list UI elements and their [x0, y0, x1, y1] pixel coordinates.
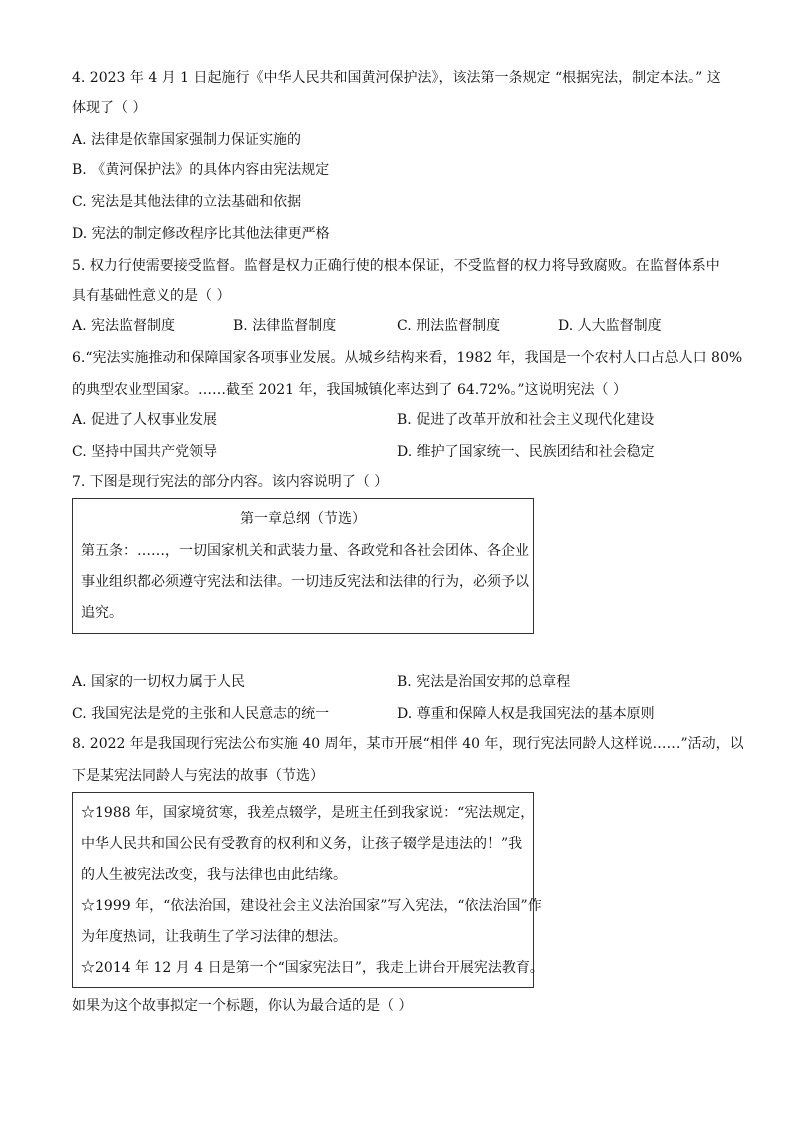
q5-option-c[interactable]: C. 刑法监督制度 — [397, 318, 501, 334]
q8-box-line: 中华人民共和国公民有受教育的权利和义务，让孩子辍学是违法的！”我 — [81, 836, 523, 852]
q4-option-b[interactable]: B. 《黄河保护法》的具体内容由宪法规定 — [72, 162, 330, 178]
q7-option-d[interactable]: D. 尊重和保障人权是我国宪法的基本原则 — [397, 706, 655, 722]
q8-box-line: ☆1999 年，“依法治国，建设社会主义法治国家”写入宪法，“依法治国”作 — [81, 898, 542, 914]
q8-question: 如果为这个故事拟定一个标题，你认为最合适的是（ ） — [72, 998, 413, 1014]
q7-option-c[interactable]: C. 我国宪法是党的主张和人民意志的统一 — [72, 706, 330, 722]
q6-option-d[interactable]: D. 维护了国家统一、民族团结和社会稳定 — [397, 444, 655, 460]
q7-option-b[interactable]: B. 宪法是治国安邦的总章程 — [397, 674, 571, 690]
q4-option-a[interactable]: A. 法律是依靠国家强制力保证实施的 — [72, 132, 302, 148]
q6-option-a[interactable]: A. 促进了人权事业发展 — [72, 412, 218, 428]
q8-stem-line2: 下是某宪法同龄人与宪法的故事（节选） — [72, 768, 324, 784]
q7-option-a[interactable]: A. 国家的一切权力属于人民 — [72, 674, 246, 690]
q6-option-b[interactable]: B. 促进了改革开放和社会主义现代化建设 — [397, 412, 655, 428]
q5-stem-line2: 具有基础性意义的是（ ） — [72, 288, 231, 304]
q7-quote-box — [72, 498, 534, 634]
q8-story-box — [72, 792, 544, 988]
q5-option-d[interactable]: D. 人大监督制度 — [558, 318, 662, 334]
q5-option-a[interactable]: A. 宪法监督制度 — [72, 318, 176, 334]
q8-box-line: 为年度热词，让我萌生了学习法律的想法。 — [81, 929, 347, 945]
q8-stem-line1: 8. 2022 年是我国现行宪法公布实施 40 周年，某市开展“相伴 40 年，现行宪法同龄人这样说……”活动，以 — [72, 736, 744, 752]
q7-box-line: 追究。 — [81, 605, 123, 621]
q6-stem-line2: 的典型农业型国家。……截至 2021 年，我国城镇化率达到了 64.72%。”这说明宪法（ ） — [72, 382, 627, 398]
q8-box-line: 的人生被宪法改变，我与法律也由此结缘。 — [81, 867, 347, 883]
q4-stem-line1: 4. 2023 年 4 月 1 日起施行《中华人民共和国黄河保护法》，该法第一条规定 “根据宪法，制定本法。” 这 — [72, 70, 721, 86]
q6-stem-line1: 6.“宪法实施推动和保障国家各项事业发展。从城乡结构来看，1982 年，我国是一个农村人口占总人口 80% — [72, 350, 743, 366]
q8-box-line: ☆1988 年，国家境贫寒，我差点辍学，是班主任到我家说：“宪法规定， — [81, 805, 535, 821]
q4-stem-line2: 体现了（ ） — [72, 100, 147, 116]
q4-option-d[interactable]: D. 宪法的制定修改程序比其他法律更严格 — [72, 226, 330, 242]
q7-box-title: 第一章总纲（节选） — [240, 511, 366, 527]
q4-option-c[interactable]: C. 宪法是其他法律的立法基础和依据 — [72, 194, 302, 210]
q8-box-line: ☆2014 年 12 月 4 日是第一个“国家宪法日”，我走上讲台开展宪法教育。 — [81, 960, 544, 976]
q6-option-c[interactable]: C. 坚持中国共产党领导 — [72, 444, 218, 460]
q7-box-line: 第五条：……，一切国家机关和武装力量、各政党和各社会团体、各企业 — [81, 543, 529, 559]
q5-option-b[interactable]: B. 法律监督制度 — [233, 318, 337, 334]
q7-stem: 7. 下图是现行宪法的部分内容。该内容说明了（ ） — [72, 474, 389, 490]
q5-stem-line1: 5. 权力行使需要接受监督。监督是权力正确行使的根本保证，不受监督的权力将导致腐败。在监督体系中 — [72, 258, 720, 274]
q7-box-line: 事业组织都必须遵守宪法和法律。一切违反宪法和法律的行为，必须予以 — [81, 574, 529, 590]
